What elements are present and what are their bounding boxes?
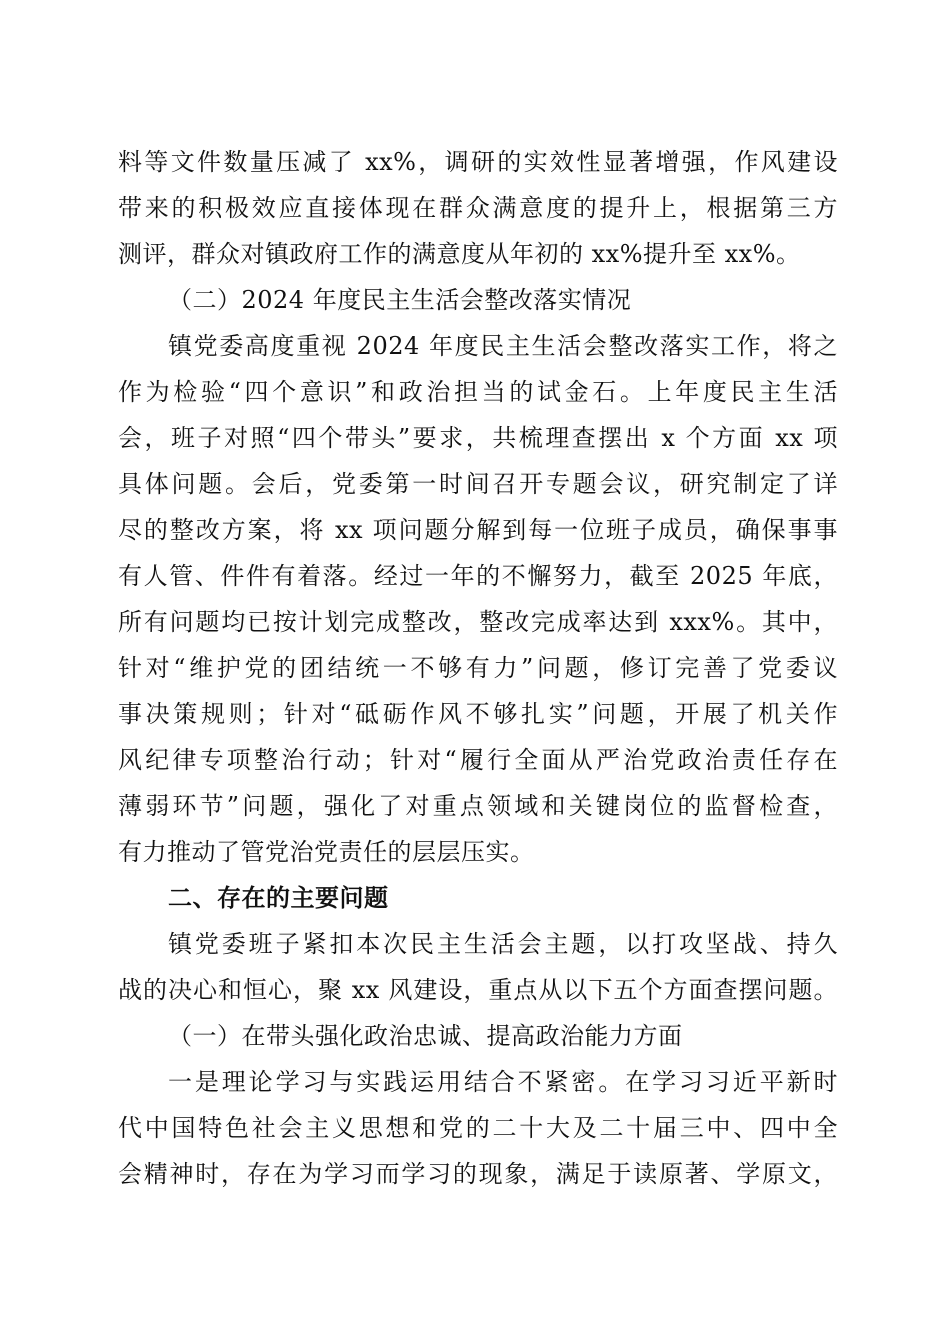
body-text-line: 针对“维护党的团结统一不够有力”问题，修订完善了党委议 <box>118 654 838 682</box>
body-text-line: 代中国特色社会主义思想和党的二十大及二十届三中、四中全 <box>118 1114 838 1142</box>
section-subheading: （二）2024 年度民主生活会整改落实情况 <box>168 286 632 314</box>
body-text-line: 料等文件数量压减了 xx%，调研的实效性显著增强，作风建设 <box>118 148 838 176</box>
paragraph-first-line: 一是理论学习与实践运用结合不紧密。在学习习近平新时 <box>168 1068 838 1096</box>
section-subheading: （一）在带头强化政治忠诚、提高政治能力方面 <box>168 1022 683 1050</box>
body-text-line: 带来的积极效应直接体现在群众满意度的提升上，根据第三方 <box>118 194 838 222</box>
body-text-line: 事决策规则；针对“砥砺作风不够扎实”问题，开展了机关作 <box>118 700 838 728</box>
paragraph-first-line: 镇党委班子紧扣本次民主生活会主题，以打攻坚战、持久 <box>168 930 838 958</box>
section-heading: 二、存在的主要问题 <box>168 884 389 912</box>
paragraph-first-line: 镇党委高度重视 2024 年度民主生活会整改落实工作，将之 <box>168 332 838 360</box>
body-text-line: 有力推动了管党治党责任的层层压实。 <box>118 838 535 866</box>
body-text-line: 战的决心和恒心，聚 xx 风建设，重点从以下五个方面查摆问题。 <box>118 976 838 1004</box>
body-text-line: 具体问题。会后，党委第一时间召开专题会议，研究制定了详 <box>118 470 838 498</box>
body-text-line: 作为检验“四个意识”和政治担当的试金石。上年度民主生活 <box>118 378 838 406</box>
body-text-line: 会，班子对照“四个带头”要求，共梳理查摆出 x 个方面 xx 项 <box>118 424 838 452</box>
body-text-line: 尽的整改方案，将 xx 项问题分解到每一位班子成员，确保事事 <box>118 516 838 544</box>
body-text-line: 薄弱环节”问题，强化了对重点领域和关键岗位的监督检查， <box>118 792 838 820</box>
body-text-line: 所有问题均已按计划完成整改，整改完成率达到 xxx%。其中， <box>118 608 838 636</box>
body-text-line: 会精神时，存在为学习而学习的现象，满足于读原著、学原文， <box>118 1160 838 1188</box>
body-text-line: 有人管、件件有着落。经过一年的不懈努力，截至 2025 年底， <box>118 562 838 590</box>
body-text-line: 风纪律专项整治行动；针对“履行全面从严治党政治责任存在 <box>118 746 838 774</box>
body-text-line: 测评，群众对镇政府工作的满意度从年初的 xx%提升至 xx%。 <box>118 240 801 268</box>
